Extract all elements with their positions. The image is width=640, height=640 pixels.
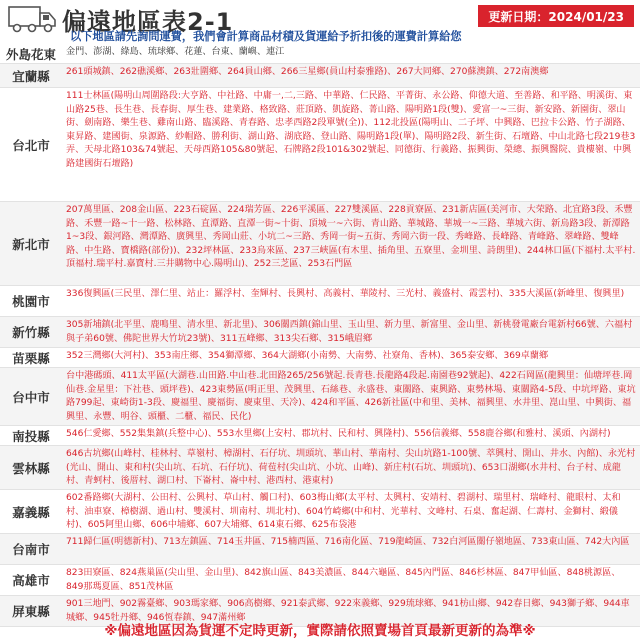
region-name: 台南市 bbox=[12, 542, 50, 557]
update-date-badge: 更新日期：2024/01/23 bbox=[478, 5, 634, 27]
table-row bbox=[0, 534, 640, 565]
region-name: 宜蘭縣 bbox=[12, 68, 50, 84]
truck-icon bbox=[8, 4, 58, 34]
region-name: 桃園市 bbox=[12, 294, 50, 309]
region-name: 新北市 bbox=[12, 236, 50, 252]
table-row bbox=[0, 44, 640, 64]
region-name: 台中市 bbox=[12, 389, 50, 405]
table-row bbox=[0, 88, 640, 202]
region-areas: 台中港碼頭、411太平區(大湖巷.山田路.中山巷.北田路265/256號起.長青巷.長龍路4段起.南園巷92號起)、422石岡區(龍興里：仙塘坪巷.岡仙巷.金星里：下社巷、頭坪巷)、423東勢區(明正里、茂興里、石絲巷、永盛巷、東關路、東興路、東勢林場、東關路4-5段、中坑坪路、東坑路799起、東崎街1-3段、慶福里、慶福街、慶東里、天冷)、424和平區、426新社區(中和里、美林、福興里、水井里、崑山里、中興街、福興里、永豐、明谷、頭櫃、二櫃、福民、民化) bbox=[66, 371, 636, 422]
region-name: 屏東縣 bbox=[12, 604, 50, 619]
region-areas: 261頭城鎮、262礁溪鄉、263壯圍鄉、264員山鄉、266三星鄉(員山村泰雅路)、267大同鄉、270蘇澳鎮、272南澳鄉 bbox=[66, 67, 549, 77]
region-areas: 823田寮區、824燕巢區(尖山里、金山里)、842旗山區、843美濃區、844六龜區、845內門區、846杉林區、847甲仙區、848桃源區、849那瑪夏區、851茂林區 bbox=[66, 568, 621, 592]
footer-notice: ※偏遠地區因為貨運不定時更新，實際請依照賣場首頁最新更新的為準※ bbox=[104, 623, 536, 639]
region-name: 南投縣 bbox=[12, 428, 50, 444]
region-name: 新竹縣 bbox=[12, 325, 50, 340]
region-table bbox=[0, 44, 640, 627]
table-row bbox=[0, 317, 640, 348]
table-row bbox=[0, 490, 640, 534]
region-areas: 711歸仁區(明德新村)、713左鎮區、714玉井區、715楠西區、716南化區、719龍崎區、732白河區關仔嶺地區、733東山區、742大內區 bbox=[66, 537, 630, 547]
page-title: 偏遠地區表2-1 bbox=[62, 8, 234, 36]
table-row bbox=[0, 202, 640, 286]
region-name: 高雄市 bbox=[12, 573, 50, 588]
region-areas: 602番路鄉(大湖村、公田村、公興村、草山村、觸口村)、603梅山鄉(太平村、太興村、安靖村、碧湖村、瑞里村、瑞峰村、龍眼村、太和村、油車寮、樟樹湖、過山村、雙溪村、圳南村、圳北村)、604竹崎鄉(中和村、光華村、文峰村、石桌、奮起湖、仁壽村、金獅村、緞儀村)、605阿里山鄉、606中埔鄉、607大埔鄉、614東石鄉、625布袋港 bbox=[66, 493, 621, 531]
region-areas: 金門、澎湖、綠島、琉球鄉、花蓮、台東、蘭嶼、連江 bbox=[66, 47, 285, 57]
region-name: 外島花東 bbox=[5, 46, 56, 62]
region-areas: 305新埔鎮(北平里、鹿鳴里、清水里、新北里)、306關西鎮(錦山里、玉山里、新力里、新富里、金山里、新桃發電廠台電新村66號、六福村與子弟60號、佛陀世界大竹坑23號)、311五峰鄉、313尖石鄉、315峨眉鄉 bbox=[66, 320, 633, 344]
region-name: 台北市 bbox=[12, 137, 50, 153]
region-areas: 646古坑鄉(山峰村、桂林村、草嶺村、樟湖村、石仔坑、圳頭坑、華山村、華南村、尖山坑路1-100號、萃興村、開山、井水、內館)、永光村(光山、開山、東和村(尖山坑、石坑、石仔坑)、荷苞村(尖山坑、小坑、山峰)、新庄村(石坑、圳頭坑)、653口湖鄉(水井村、台子村、成龍村、青蚵村、後厝村、湖口村、下崙村、崙中村、港西村、港東村) bbox=[66, 449, 636, 487]
table-row bbox=[0, 368, 640, 426]
region-areas: 336復興區(三民里、澤仁里、站止：羅浮村、奎輝村、長興村、高義村、華陵村、三光村、義盛村、霞雲村)、335大溪區(新峰里、復興里) bbox=[66, 289, 625, 299]
header bbox=[0, 0, 640, 44]
region-areas: 111士林區(陽明山周圍路段:大亨路、中社路、中庸一,二,三路、中華路、仁民路、平菁街、永公路、仰德大道、至善路、和平路、明溪街、東山路25巷、長生巷、長春街、厚生巷、建業路、格致路、莊頂路、凱旋路、菁山路、陽明路1段(雙)、愛富一~三街、新安路、新園街、翠山街、劍南路、樂生巷、雞南山路、臨溪路、青春路、忠孝西路2段單號(全))、112北投區(陽明山、二子坪、中興路、巴拉卡公路、竹子湖路、東昇路、建國街、泉源路、紗帽路、勝利街、湖山路、湖底路、登山路、陽明路1段(單)、陽明路2段、新生街、石壇路、中山北路七段219巷3弄、天母北路103&74號起、天母西路105&80號起、石牌路2段101&302號起、同德街、行義路、振興街、榮總、振興醫院、貴樓嶺、中興路建國街石壇路) bbox=[66, 91, 636, 169]
region-name: 苗栗縣 bbox=[12, 350, 50, 366]
table-row bbox=[0, 565, 640, 596]
region-name: 雲林縣 bbox=[12, 460, 50, 476]
region-areas: 207萬里區、208金山區、223石碇區、224瑞芳區、226平溪區、227雙溪區、228貢寮區、231新店區(美河市、大荣路、北宜路3段、禾豐路、禾豐一路~十一路、松林路、直潭路、直潭一街~十街、頂城一~六街、青山路、華城路、華城一~三路、華城六街、新烏路3段、新潭路1~3段、銀河路、灣潭路、廣興里、秀岡山莊、小坑二~三路、秀岡一街~五街、秀岡六街一段、秀峰路、長峰路、青峰路、翠峰路、雙峰路、中生路、寶橋路(部份))、232坪林區、233烏來區、237三峽區(有木里、插角里、五寮里、金圳里、詩朗里)、244林口區(下福村.太平村.頂福村.瑞平村.嘉寶村.三井購物中心.陽明山)、252三芝區、253石門區 bbox=[66, 205, 636, 270]
region-areas: 901三地門、902霧臺鄉、903瑪家鄉、906高樹鄉、921泰武鄉、922來義鄉、929琉球鄉、941枋山鄉、942春日鄉、943獅子鄉、944車城鄉、945牡丹鄉、946恆春鎮、947滿州鄉 bbox=[66, 599, 630, 623]
table-row bbox=[0, 426, 640, 446]
region-areas: 546仁愛鄉、552集集鎮(兵整中心)、553水里鄉(上安村、郡坑村、民和村、興隆村)、556信義鄉、558鹿谷鄉(和雅村、溪頭、內湖村) bbox=[66, 429, 611, 439]
table-row bbox=[0, 446, 640, 490]
region-name: 嘉義縣 bbox=[12, 504, 50, 520]
table-row bbox=[0, 64, 640, 88]
page-subtitle: 以下地區請先詢問運費，我們會計算商品材積及貨運給予折扣後的運費計算給您 bbox=[70, 30, 462, 43]
table-row bbox=[0, 348, 640, 368]
table-row bbox=[0, 286, 640, 317]
region-areas: 352三灣鄉(大河村)、353南庄鄉、354獅潭鄉、364大湖鄉(小南勢、大南勢、社寮角、香林)、365泰安鄉、369卓蘭鄉 bbox=[66, 351, 549, 361]
